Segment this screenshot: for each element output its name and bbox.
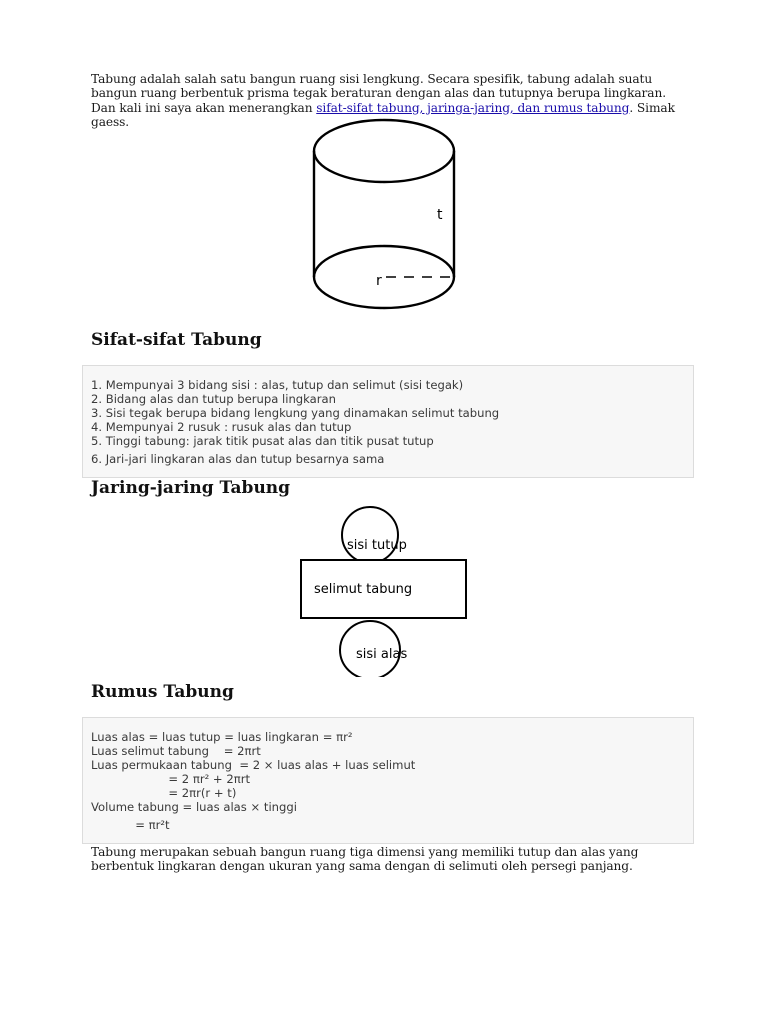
jaring-heading: Jaring-jaring Tabung [91,478,291,498]
cylinder-figure [300,115,470,325]
sifat-item: 5. Tinggi tabung: jarak titik pusat alas dan titik pusat tutup [91,434,434,448]
rumus-box [82,717,694,844]
net-diagram [295,502,475,677]
intro-text-end: . Simak gaess. [91,100,675,130]
intro-text: Tabung adalah salah satu bangun ruang sisi lengkung. Secara spesifik, tabung adalah suatu bangun ruang berbentuk prisma tegak beraturan dengan alas dan tutupnya berupa lingkaran. Dan kali ini saya akan menerangkan [91,72,666,115]
topic-link[interactable]: sifat-sifat tabung, jaringa-jaring, dan rumus tabung [316,100,630,115]
rumus-heading: Rumus Tabung [91,682,234,702]
formula-line: Volume tabung = luas alas × tinggi [91,800,297,814]
bottom-circle-label: sisi alas [356,647,408,662]
sifat-item: 4. Mempunyai 2 rusuk : rusuk alas dan tutup [91,420,352,434]
top-circle-label: sisi tutup [347,538,407,553]
formula-line: = πr²t [91,818,170,832]
outro-paragraph: Tabung merupakan sebuah bangun ruang tiga dimensi yang memiliki tutup dan alas yang berbentuk lingkaran dengan ukuran yang sama dengan di selimuti oleh persegi panjang. [91,845,639,874]
sifat-heading: Sifat-sifat Tabung [91,330,262,350]
formula-line: Luas alas = luas tutup = luas lingkaran = πr² [91,730,353,744]
sifat-item: 2. Bidang alas dan tutup berupa lingkaran [91,392,337,406]
formula-line: = 2 πr² + 2πrt [91,772,251,786]
radius-label: r [376,273,382,289]
formula-line: Luas selimut tabung = 2πrt [91,744,261,758]
sifat-item: 6. Jari-jari lingkaran alas dan tutup besarnya sama [91,452,385,466]
middle-rect-label: selimut tabung [314,582,413,597]
height-label: t [437,207,443,223]
sifat-item: 1. Mempunyai 3 bidang sisi : alas, tutup dan selimut (sisi tegak) [91,378,464,392]
formula-line: = 2πr(r + t) [91,786,237,800]
formula-line: Luas permukaan tabung = 2 × luas alas + luas selimut [91,758,416,772]
sifat-item: 3. Sisi tegak berupa bidang lengkung yang dinamakan selimut tabung [91,406,500,420]
sifat-list-box [82,365,694,478]
